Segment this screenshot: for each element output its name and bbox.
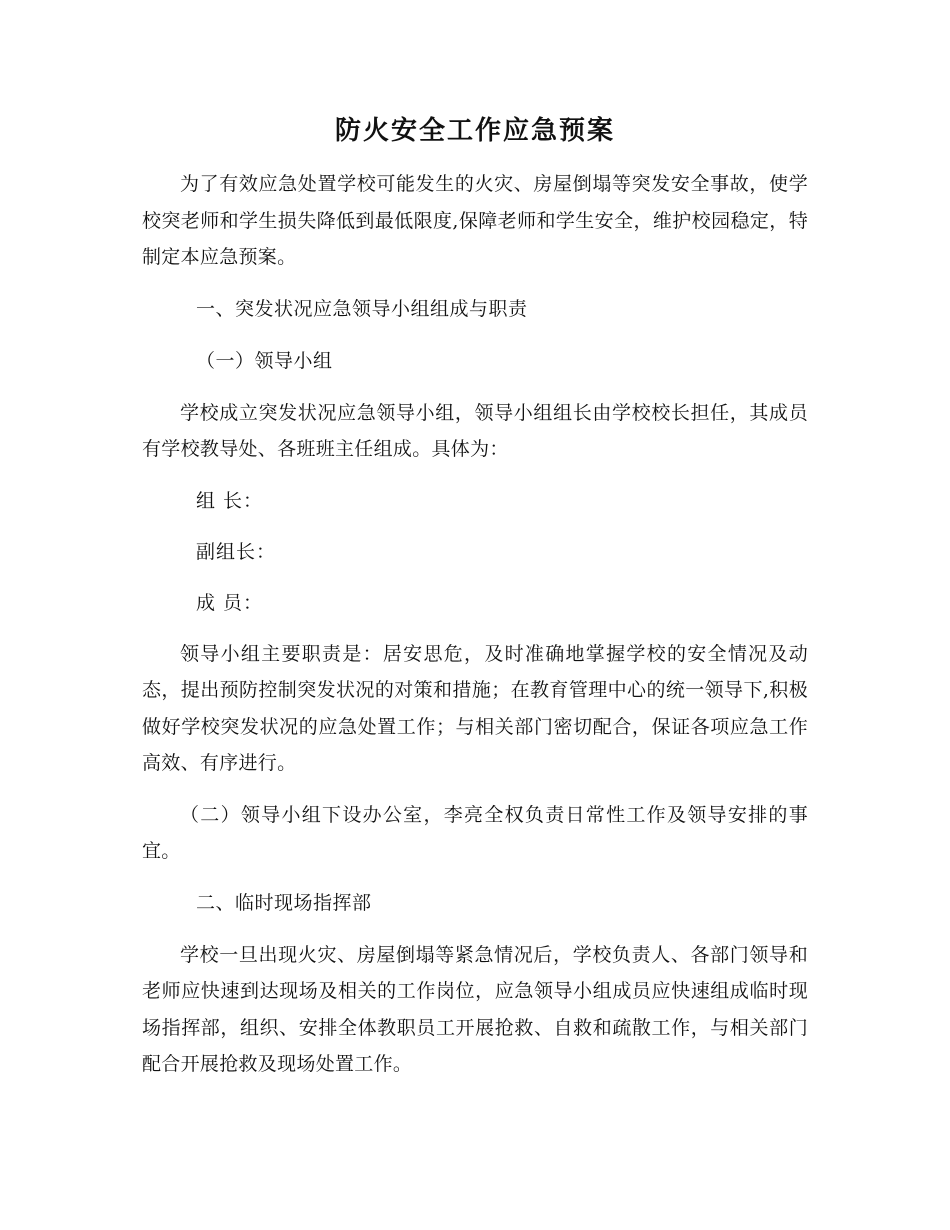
role-members-line: 成 员：: [196, 591, 264, 614]
role-leader-line: 组 长：: [196, 489, 264, 512]
duties-paragraph: 领导小组主要职责是：居安思危，及时准确地掌握学校的安全情况及动态，提出预防控制突发状况的对策和措施；在教育管理中心的统一领导下,积极做好学校突发状况的应急处置工作；与相关部门密切配合，保证各项应急工作高效、有序进行。: [142, 642, 808, 774]
section-2-paragraph: 学校一旦出现火灾、房屋倒塌等紧急情况后，学校负责人、各部门领导和老师应快速到达现场及相关的工作岗位，应急领导小组成员应快速组成临时现场指挥部，组织、安排全体教职员工开展抢救、自救和疏散工作，与相关部门配合开展抢救及现场处置工作。: [142, 943, 808, 1075]
intro-paragraph: 为了有效应急处置学校可能发生的火灾、房屋倒塌等突发安全事故，使学校突老师和学生损失降低到最低限度,保障老师和学生安全，维护校园稳定，特制定本应急预案。: [142, 173, 808, 268]
document-body: [142, 108, 808, 1098]
subsection-1-heading: （一）领导小组: [196, 349, 333, 372]
section-2-heading: 二、临时现场指挥部: [196, 891, 372, 914]
subsection-2-paragraph: （二）领导小组下设办公室，李亮全权负责日常性工作及领导安排的事宜。: [142, 803, 808, 862]
document-title: 防火安全工作应急预案: [334, 116, 615, 146]
section-1-heading: 一、突发状况应急领导小组组成与职责: [196, 297, 528, 320]
role-deputy-line: 副组长：: [196, 540, 277, 563]
subsection-1-paragraph: 学校成立突发状况应急领导小组，领导小组组长由学校校长担任，其成员有学校教导处、各班班主任组成。具体为：: [142, 401, 808, 460]
